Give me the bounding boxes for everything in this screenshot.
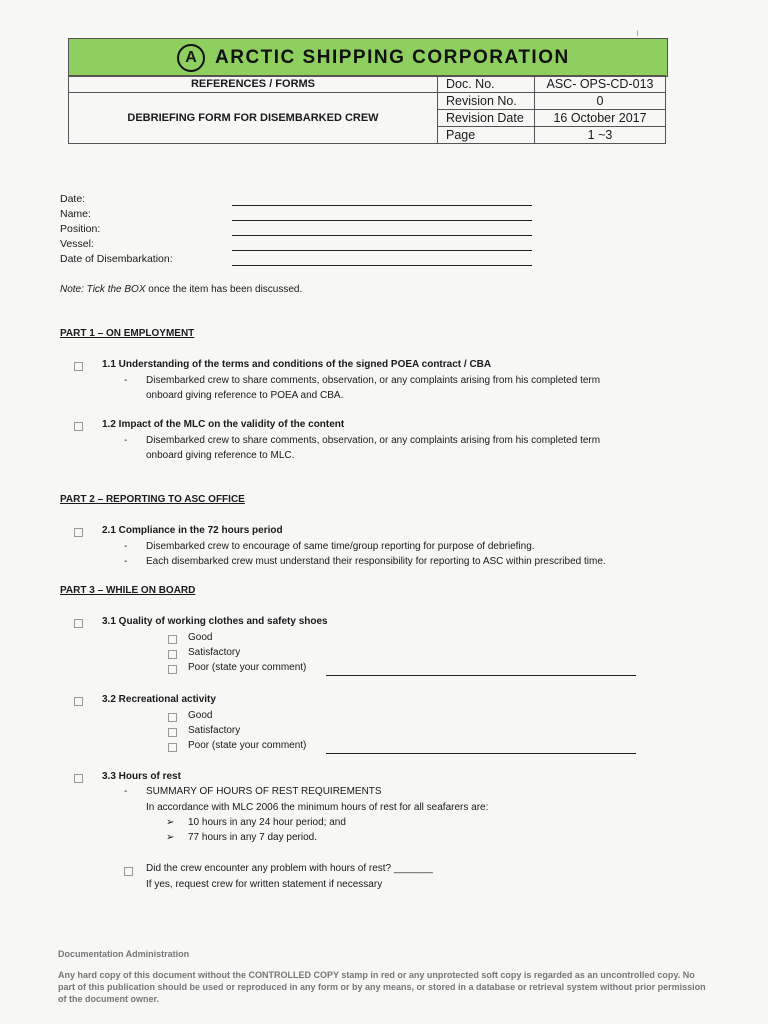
revision-date-value: 16 October 2017 <box>535 110 666 127</box>
name-line[interactable] <box>232 220 532 221</box>
hours-summary: SUMMARY OF HOURS OF REST REQUIREMENTS <box>146 786 382 797</box>
checkbox-3-1-satisfactory[interactable] <box>168 650 177 659</box>
checkbox-3-1-poor[interactable] <box>168 665 177 674</box>
dash: - <box>124 375 128 386</box>
checkbox-hours-problem[interactable] <box>124 867 133 876</box>
comment-line-3-2[interactable] <box>326 753 636 754</box>
checkbox-3-2-satisfactory[interactable] <box>168 728 177 737</box>
dash: - <box>124 541 128 552</box>
revision-date-label: Revision Date <box>438 110 535 127</box>
dash: - <box>124 786 128 797</box>
corner-mark: ı <box>636 28 639 39</box>
disembarkation-line[interactable] <box>232 265 532 266</box>
checkbox-3-1-good[interactable] <box>168 635 177 644</box>
arrow-bullet: ➢ <box>166 832 175 843</box>
item-1-2-line1: Disembarked crew to share comments, observation, or any complaints arising from his completed term <box>146 435 601 446</box>
item-3-2-heading: 3.2 Recreational activity <box>102 694 216 705</box>
option-poor: Poor (state your comment) <box>188 662 307 673</box>
option-good: Good <box>188 632 213 643</box>
hours-question-note: If yes, request crew for written statement if necessary <box>146 879 383 890</box>
disembarkation-label: Date of Disembarkation: <box>60 253 173 265</box>
option-satisfactory: Satisfactory <box>188 647 241 658</box>
references-cell: REFERENCES / FORMS <box>69 76 438 93</box>
checkbox-1-2[interactable] <box>74 422 83 431</box>
vessel-label: Vessel: <box>60 238 94 250</box>
part3-title: PART 3 – WHILE ON BOARD <box>60 585 196 596</box>
arrow-bullet: ➢ <box>166 817 175 828</box>
option-good: Good <box>188 710 213 721</box>
note: Note: Tick the BOX once the item has been discussed. <box>60 284 303 295</box>
checkbox-3-3[interactable] <box>74 774 83 783</box>
footer-title: Documentation Administration <box>58 949 190 959</box>
doc-title: DEBRIEFING FORM FOR DISEMBARKED CREW <box>69 93 438 144</box>
part1-title: PART 1 – ON EMPLOYMENT <box>60 328 195 339</box>
company-name: ARCTIC SHIPPING CORPORATION <box>215 46 570 68</box>
option-poor: Poor (state your comment) <box>188 740 307 751</box>
item-3-1-heading: 3.1 Quality of working clothes and safety shoes <box>102 616 328 627</box>
footer-text: Any hard copy of this document without the CONTROLLED COPY stamp in red or any unprotected soft copy is regarded as an uncontrolled copy. No part of this publication should be used or reproduced in any form or by any means, or stored in a database or retrieval system without prior permission of the document owner. <box>58 970 706 1004</box>
date-label: Date: <box>60 193 86 205</box>
part2-title: PART 2 – REPORTING TO ASC OFFICE <box>60 494 245 505</box>
checkbox-3-2[interactable] <box>74 697 83 706</box>
vessel-line[interactable] <box>232 250 532 251</box>
checkbox-3-2-good[interactable] <box>168 713 177 722</box>
checkbox-2-1[interactable] <box>74 528 83 537</box>
hours-bullet-2: 77 hours in any 7 day period. <box>188 832 317 843</box>
page-value: 1 ~3 <box>535 127 666 144</box>
item-1-1-line2: onboard giving reference to POEA and CBA. <box>146 390 344 401</box>
item-1-2-heading: 1.2 Impact of the MLC on the validity of the content <box>102 419 345 430</box>
dash: - <box>124 435 128 446</box>
position-label: Position: <box>60 223 101 235</box>
position-line[interactable] <box>232 235 532 236</box>
doc-no-label: Doc. No. <box>438 76 535 93</box>
doc-no-value: ASC- OPS-CD-013 <box>535 76 666 93</box>
item-3-3-heading: 3.3 Hours of rest <box>102 771 181 782</box>
checkbox-1-1[interactable] <box>74 362 83 371</box>
revision-no-value: 0 <box>535 93 666 110</box>
doc-info-table <box>68 75 666 144</box>
item-2-1-line1: Disembarked crew to encourage of same time/group reporting for purpose of debriefing. <box>146 541 535 552</box>
company-banner <box>68 38 668 77</box>
revision-no-label: Revision No. <box>438 93 535 110</box>
hours-bullet-1: 10 hours in any 24 hour period; and <box>188 817 346 828</box>
checkbox-3-1[interactable] <box>74 619 83 628</box>
checkbox-3-2-poor[interactable] <box>168 743 177 752</box>
page-label: Page <box>438 127 535 144</box>
item-2-1-line2: Each disembarked crew must understand their responsibility for reporting to ASC within prescribed time. <box>146 556 606 567</box>
company-logo: A <box>177 44 205 72</box>
dash: - <box>124 556 128 567</box>
item-1-2-line2: onboard giving reference to MLC. <box>146 450 295 461</box>
item-1-1-line1: Disembarked crew to share comments, observation, or any complaints arising from his completed term <box>146 375 601 386</box>
hours-accordance: In accordance with MLC 2006 the minimum hours of rest for all seafarers are: <box>146 802 489 813</box>
item-1-1-heading: 1.1 Understanding of the terms and conditions of the signed POEA contract / CBA <box>102 359 492 370</box>
item-2-1-heading: 2.1 Compliance in the 72 hours period <box>102 525 283 536</box>
name-label: Name: <box>60 208 91 220</box>
comment-line-3-1[interactable] <box>326 675 636 676</box>
option-satisfactory: Satisfactory <box>188 725 241 736</box>
date-line[interactable] <box>232 205 532 206</box>
hours-question: Did the crew encounter any problem with hours of rest? _______ <box>146 863 433 874</box>
